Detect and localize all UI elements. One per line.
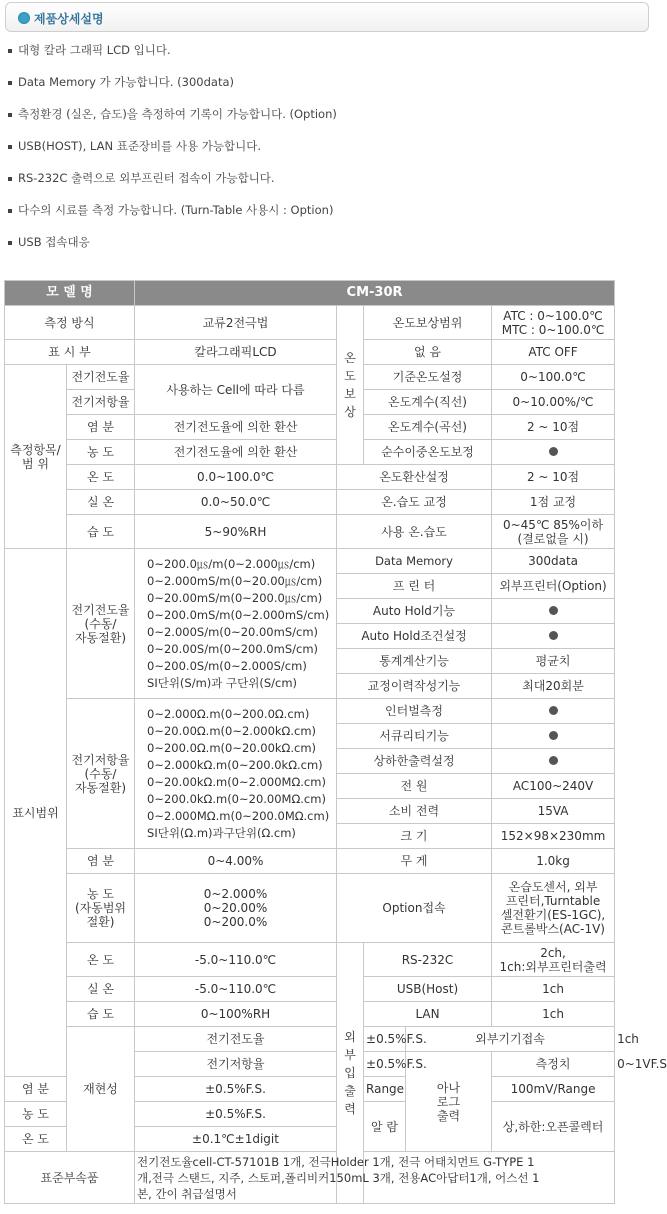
supported-dot-icon bbox=[549, 706, 558, 715]
table-row: 온 도 0.0~100.0℃ 온도환산설정 2 ~ 10점 bbox=[5, 465, 615, 490]
table-row: 농 도 (자동범위 절환) 0~2.000% 0~20.00% 0~200.0% Option접속 온습도센서, 외부 프린터,Turntable 셀전환기(ES-1GC), 콘트롤박스(AC-1V) bbox=[5, 874, 615, 943]
table-row: Auto Hold기능 bbox=[5, 599, 615, 624]
model-value: CM-30R bbox=[135, 281, 615, 306]
feature-item: 다수의 시료를 측정 가능합니다. (Turn-Table 사용시 : Option) bbox=[8, 202, 337, 234]
table-row: 소비 전력 15VA bbox=[5, 799, 615, 824]
feature-item: RS-232C 출력으로 외부프린터 접속이 가능합니다. bbox=[8, 170, 337, 202]
feature-item: USB(HOST), LAN 표준장비를 사용 가능합니다. bbox=[8, 138, 337, 170]
table-row: 상하한출력설정 bbox=[5, 749, 615, 774]
section-title: 제품상세설명 bbox=[34, 12, 104, 26]
supported-dot-icon bbox=[549, 756, 558, 765]
bullet-circle-icon bbox=[18, 12, 30, 24]
table-row: 온 도 ±0.1℃±1digit bbox=[5, 1127, 615, 1152]
table-row: 염 분 ±0.5%F.S. Range 100mV/Range bbox=[5, 1077, 615, 1102]
square-bullet-icon bbox=[8, 81, 12, 85]
table-row: 전 원 AC100~240V bbox=[5, 774, 615, 799]
supported-dot-icon bbox=[549, 447, 558, 456]
table-row: Auto Hold조건설정 bbox=[5, 624, 615, 649]
table-header-row bbox=[5, 281, 615, 306]
model-label: 모 델 명 bbox=[5, 281, 135, 306]
table-row: 표준부속품 전기전도율cell-CT-57101B 1개, 전극Holder 1개, 전극 어태치먼트 G-TYPE 1 개,전극 스탠드, 지주, 스토퍼,폴리비커150mL 3개, 전용AC아답터1개, 어스선 1 본, 간이 취급설명서 bbox=[5, 1152, 615, 1204]
table-row: 농 도 전기전도율에 의한 환산 순수이중온도보정 bbox=[5, 440, 615, 465]
table-row: 전기저항율 온도계수(직선) 0~10.00%/℃ bbox=[5, 390, 615, 415]
display-range-group: 표시범위 bbox=[5, 549, 67, 1077]
feature-list bbox=[8, 42, 337, 266]
table-row: 교정이력작성기능 최대20회분 bbox=[5, 674, 615, 699]
table-row: 습 도 0~100%RH LAN 1ch bbox=[5, 1002, 615, 1027]
table-row: 농 도 ±0.5%F.S. 알 람 상,하한:오픈콜렉터 bbox=[5, 1102, 615, 1127]
table-row: 표 시 부 칼라그래픽LCD 없 음 ATC OFF bbox=[5, 340, 615, 365]
spec-table bbox=[4, 280, 667, 1204]
table-row: 통계계산기능 평균치 bbox=[5, 649, 615, 674]
table-row: 서큐리티기능 bbox=[5, 724, 615, 749]
feature-item: 측정환경 (실온, 습도)을 측정하여 기록이 가능합니다. (Option) bbox=[8, 106, 337, 138]
table-row: 실 온 0.0~50.0℃ 온.습도 교정 1점 교정 bbox=[5, 490, 615, 515]
temp-comp-group: 온 도 보 상 bbox=[337, 306, 364, 465]
square-bullet-icon bbox=[8, 177, 12, 181]
square-bullet-icon bbox=[8, 113, 12, 117]
supported-dot-icon bbox=[549, 606, 558, 615]
accessories-value: 전기전도율cell-CT-57101B 1개, 전극Holder 1개, 전극 어태치먼트 G-TYPE 1 개,전극 스탠드, 지주, 스토퍼,폴리비커150mL 3개, 전용AC아답터1개, 어스선 1 본, 간이 취급설명서 bbox=[135, 1152, 615, 1204]
table-row: 온 도 -5.0~110.0℃ 외 부 입 출 력 RS-232C 2ch, 1ch:외부프린터출력 bbox=[5, 943, 615, 977]
table-row: 전기저항율 (수동/ 자동절환) 0~2.000Ω.m(0~200.0Ω.cm) 0~20.00Ω.m(0~2.000kΩ.cm) 0~200.0Ω.m(0~20.00kΩ.cm) 0~2.000kΩ.m(0~200.0kΩ.cm) 0~20.00kΩ.m(0~2.000MΩ.cm) 0~200.0kΩ.m(0~20.00MΩ.cm) 0~2.000MΩ.m(0~200.0MΩ.cm) SI단위(Ω.m)과구단위(Ω.cm) 인터벌측정 bbox=[5, 699, 615, 724]
supported-dot-icon bbox=[549, 731, 558, 740]
feature-item: USB 접속대응 bbox=[8, 234, 337, 266]
table-row: 실 온 -5.0~110.0℃ USB(Host) 1ch bbox=[5, 977, 615, 1002]
square-bullet-icon bbox=[8, 145, 12, 149]
feature-item: Data Memory 가 가능합니다. (300data) bbox=[8, 74, 337, 106]
table-row: 염 분 0~4.00% 무 게 1.0kg bbox=[5, 849, 615, 874]
table-row: 전기저항율 ±0.5%F.S. 아나 로그 출력 측정치 0~1VF.S bbox=[5, 1052, 615, 1077]
table-row: 측정항목/ 범 위 전기전도율 사용하는 Cell에 따라 다름 기준온도설정 0~100.0℃ bbox=[5, 365, 615, 390]
resist-range-list: 0~2.000Ω.m(0~200.0Ω.cm) 0~20.00Ω.m(0~2.000kΩ.cm) 0~200.0Ω.m(0~20.00kΩ.cm) 0~2.000kΩ.m(0~200.0kΩ.cm) 0~20.00kΩ.m(0~2.000MΩ.cm) 0~200.0kΩ.m(0~20.00MΩ.cm) 0~2.000MΩ.m(0~200.0MΩ.cm) SI단위(Ω.m)과구단위(Ω.cm) bbox=[135, 699, 337, 849]
table-row: 표시범위 전기전도율 (수동/ 자동절환) 0~200.0㎲/m(0~2.000㎲/cm) 0~2.000mS/m(0~20.00㎲/cm) 0~20.00mS/m(0~200.0㎲/cm) 0~200.0mS/m(0~2.000mS/cm) 0~2.000S/m(0~20.00mS/cm) 0~20.00S/m(0~200.0mS/cm) 0~200.0S/m(0~2.000S/cm) SI단위(S/m)과 구단위(S/cm) Data Memory 300data bbox=[5, 549, 615, 574]
io-group: 외 부 입 출 력 bbox=[337, 943, 364, 1204]
cond-range-list: 0~200.0㎲/m(0~2.000㎲/cm) 0~2.000mS/m(0~20.00㎲/cm) 0~20.00mS/m(0~200.0㎲/cm) 0~200.0mS/m(0~2.000mS/cm) 0~2.000S/m(0~20.00mS/cm) 0~20.00S/m(0~200.0mS/cm) 0~200.0S/m(0~2.000S/cm) SI단위(S/m)과 구단위(S/cm) bbox=[135, 549, 337, 699]
table-row: 프 린 터 외부프린터(Option) bbox=[5, 574, 615, 599]
items-group: 측정항목/ 범 위 bbox=[5, 365, 67, 549]
table-row: 크 기 152×98×230mm bbox=[5, 824, 615, 849]
square-bullet-icon bbox=[8, 241, 12, 245]
square-bullet-icon bbox=[8, 209, 12, 213]
feature-item: 대형 칼라 그래픽 LCD 입니다. bbox=[8, 42, 337, 74]
table-row: 습 도 5~90%RH 사용 온.습도 0~45℃ 85%이하 (결로없을 시) bbox=[5, 515, 615, 549]
table-row: 염 분 전기전도율에 의한 환산 온도계수(곡선) 2 ~ 10점 bbox=[5, 415, 615, 440]
table-row: 측정 방식 교류2전극법 온 도 보 상 온도보상범위 ATC : 0~100.0℃ MTC : 0~100.0℃ bbox=[5, 306, 615, 340]
section-header bbox=[5, 2, 649, 32]
repro-group: 재현성 bbox=[67, 1027, 135, 1152]
square-bullet-icon bbox=[8, 49, 12, 53]
supported-dot-icon bbox=[549, 631, 558, 640]
table-row: 재현성 전기전도율 ±0.5%F.S. 외부기기접속 1ch bbox=[5, 1027, 615, 1052]
